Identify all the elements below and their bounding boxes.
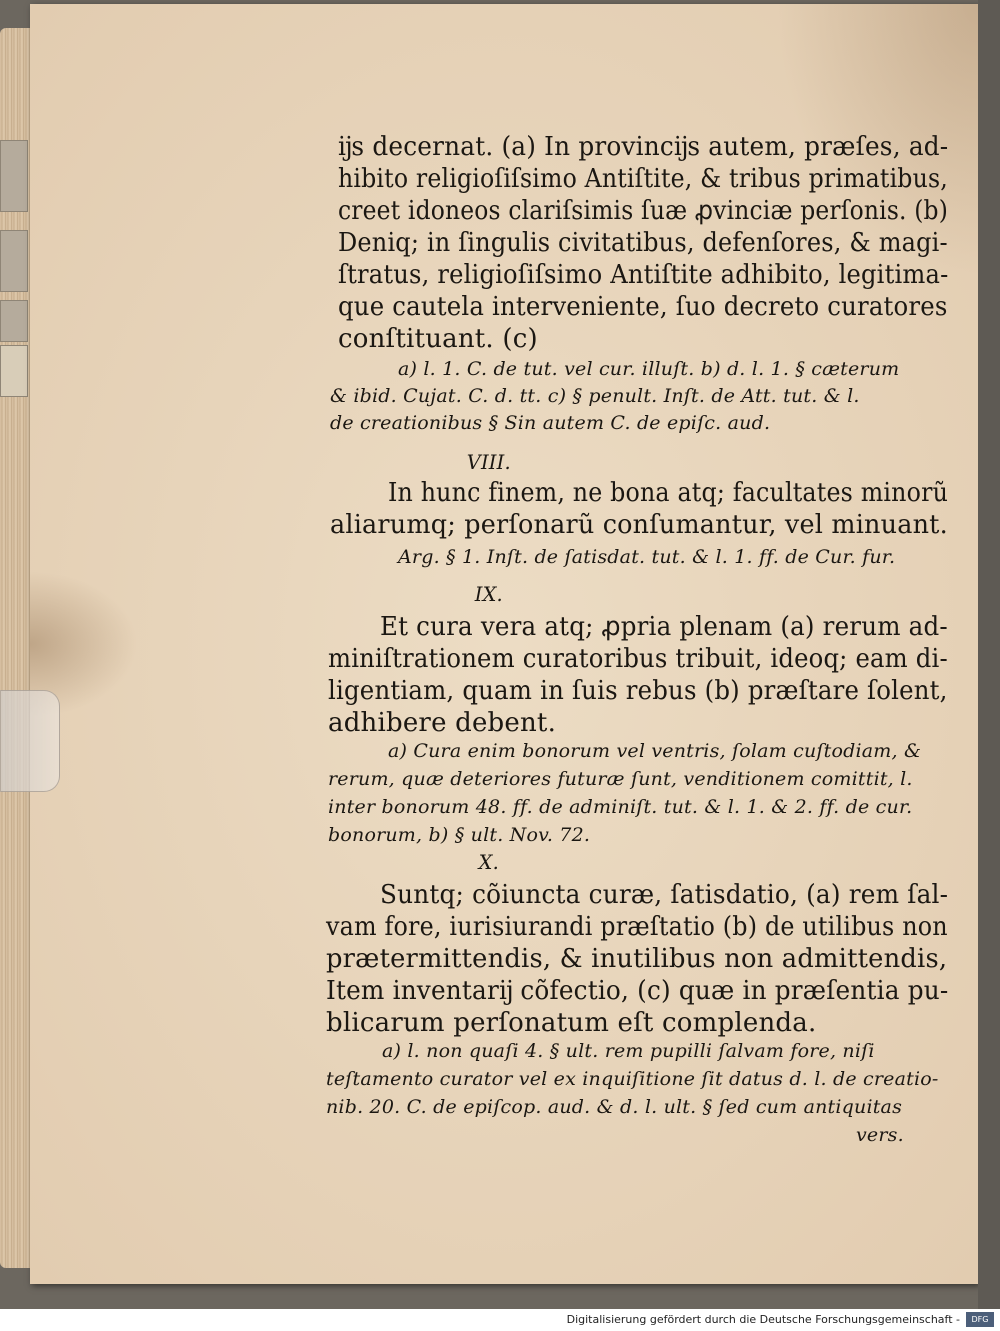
text-line: aliarumq; perſonarũ conſumantur, vel minuant. bbox=[330, 510, 948, 540]
footer-credit: Digitalisierung gefördert durch die Deutsche Forschungsgemeinschaft - bbox=[566, 1313, 960, 1326]
edge-tab bbox=[0, 230, 28, 292]
page-clip bbox=[0, 690, 60, 792]
text-line: Et cura vera atq; ꝓpria plenam (a) rerum ad- bbox=[380, 612, 948, 642]
section-number: VIII. bbox=[466, 450, 511, 474]
footnote-line: a) l. 1. C. de tut. vel cur. illuſt. b) d. l. 1. § cæterum bbox=[398, 358, 900, 380]
text-line: ligentiam, quam in ſuis rebus (b) præſtare ſolent, bbox=[328, 676, 948, 706]
text-line: ĳs decernat. (a) In provincĳs autem, præſes, ad- bbox=[338, 132, 949, 162]
footnote-line: de creationibus § Sin autem C. de epiſc. aud. bbox=[330, 412, 771, 434]
text-line: Item inventarĳ cõfectio, (c) quæ in præſentia pu- bbox=[326, 976, 949, 1006]
footnote-line: Arg. § 1. Inſt. de ſatisdat. tut. & l. 1. ff. de Cur. fur. bbox=[398, 546, 896, 568]
text-line: Deniq; in ſingulis civitatibus, defenſores, & magi- bbox=[338, 228, 948, 258]
edge-tab bbox=[0, 140, 28, 212]
catchword: vers. bbox=[856, 1124, 904, 1146]
text-line: In hunc finem, ne bona atq; facultates minorũ bbox=[388, 478, 949, 508]
text-line: creet idoneos clariſsimis ſuæ ꝓvinciæ perſonis. (b) bbox=[338, 196, 949, 226]
edge-tab bbox=[0, 345, 28, 397]
text-line: Suntq; cõiuncta curæ, ſatisdatio, (a) rem ſal- bbox=[380, 880, 949, 910]
text-line: ſtratus, religioſiſsimo Antiſtite adhibito, legitima- bbox=[338, 260, 949, 290]
footnote-line: bonorum, b) § ult. Nov. 72. bbox=[328, 824, 591, 846]
footnote-line: a) Cura enim bonorum vel ventris, ſolam cuſtodiam, & bbox=[388, 740, 922, 762]
text-line: miniſtrationem curatoribus tribuit, ideoq; eam di- bbox=[328, 644, 948, 674]
footnote-line: a) l. non quaſi 4. § ult. rem pupilli ſalvam fore, niſi bbox=[382, 1040, 875, 1062]
text-line: conſtituant. (c) bbox=[338, 324, 538, 354]
text-line: adhibere debent. bbox=[328, 708, 557, 738]
section-number: IX. bbox=[474, 582, 503, 606]
text-line: hibito religioſiſsimo Antiſtite, & tribus primatibus, bbox=[338, 164, 948, 194]
text-line: prætermittendis, & inutilibus non admittendis, bbox=[326, 944, 948, 974]
footnote-line: nib. 20. C. de epiſcop. aud. & d. l. ult. § ſed cum antiquitas bbox=[326, 1096, 903, 1118]
footnote-line: teſtamento curator vel ex inquiſitione ſit datus d. l. de creatio- bbox=[326, 1068, 939, 1090]
text-line: vam fore, iurisiurandi præſtatio (b) de utilibus non bbox=[326, 912, 948, 942]
footnote-line: & ibid. Cujat. C. d. tt. c) § penult. Inſt. de Att. tut. & l. bbox=[330, 385, 860, 407]
dfg-logo: DFG bbox=[966, 1312, 994, 1327]
scan-border bbox=[978, 0, 1000, 1309]
section-number: X. bbox=[478, 850, 499, 874]
edge-tab bbox=[0, 300, 28, 342]
book-page bbox=[30, 4, 978, 1284]
footer-bar bbox=[0, 1309, 1000, 1331]
footnote-line: rerum, quæ deteriores futuræ ſunt, venditionem comittit, l. bbox=[328, 768, 913, 790]
text-line: que cautela interveniente, ſuo decreto curatores bbox=[338, 292, 948, 322]
text-line: blicarum perſonatum eſt complenda. bbox=[326, 1008, 817, 1038]
footnote-line: inter bonorum 48. ff. de adminiſt. tut. & l. 1. & 2. ff. de cur. bbox=[328, 796, 913, 818]
